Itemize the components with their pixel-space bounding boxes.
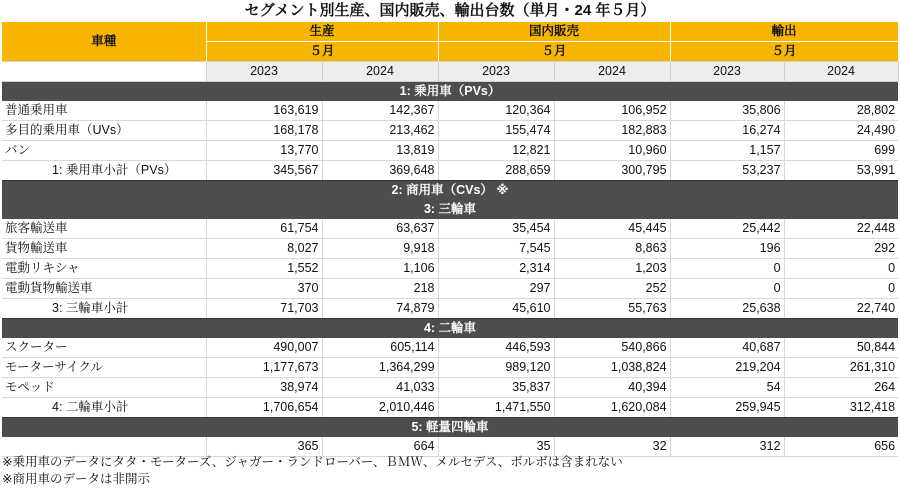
value-cell: 1,038,824 xyxy=(554,358,670,378)
value-cell: 297 xyxy=(438,279,554,299)
row-label: バン xyxy=(2,141,206,161)
row-label: 多目的乗用車（UVs） xyxy=(2,121,206,141)
value-cell: 196 xyxy=(670,239,784,259)
year-header: 2024 xyxy=(554,62,670,82)
value-cell: 1,203 xyxy=(554,259,670,279)
row-label: 電動リキシャ xyxy=(2,259,206,279)
subtotal-value: 288,659 xyxy=(438,161,554,181)
value-cell: 1,177,673 xyxy=(206,358,322,378)
section-header-row xyxy=(2,418,898,438)
value-cell: 1,157 xyxy=(670,141,784,161)
section-header-row xyxy=(2,181,898,201)
subtotal-row xyxy=(2,299,898,319)
value-cell: 45,445 xyxy=(554,219,670,239)
subtotal-value: 1,471,550 xyxy=(438,398,554,418)
value-cell: 1,364,299 xyxy=(322,358,438,378)
value-cell: 54 xyxy=(670,378,784,398)
row-label: 貨物輸送車 xyxy=(2,239,206,259)
subtotal-value: 369,648 xyxy=(322,161,438,181)
value-cell: 490,007 xyxy=(206,338,322,358)
value-cell: 35,806 xyxy=(670,101,784,121)
table-row xyxy=(2,219,898,239)
row-label: 普通乗用車 xyxy=(2,101,206,121)
value-cell: 155,474 xyxy=(438,121,554,141)
year-header: 2023 xyxy=(206,62,322,82)
blank-header-cell xyxy=(2,62,206,82)
table-row xyxy=(2,378,898,398)
value-cell: 219,204 xyxy=(670,358,784,378)
value-cell: 213,462 xyxy=(322,121,438,141)
value-cell: 7,545 xyxy=(438,239,554,259)
value-cell: 312 xyxy=(670,437,784,457)
value-cell: 168,178 xyxy=(206,121,322,141)
subtotal-value: 312,418 xyxy=(784,398,898,418)
subtotal-label: 3: 三輪車小計 xyxy=(2,299,206,319)
value-cell: 12,821 xyxy=(438,141,554,161)
month-header: ５月 xyxy=(206,42,438,62)
subtotal-value: 345,567 xyxy=(206,161,322,181)
table-row xyxy=(2,259,898,279)
subtotal-value: 25,638 xyxy=(670,299,784,319)
value-cell: 40,687 xyxy=(670,338,784,358)
subtotal-value: 45,610 xyxy=(438,299,554,319)
value-cell: 28,802 xyxy=(784,101,898,121)
subtotal-label: 1: 乗用車小計（PVs） xyxy=(2,161,206,181)
value-cell: 182,883 xyxy=(554,121,670,141)
subtotal-value: 71,703 xyxy=(206,299,322,319)
year-header: 2024 xyxy=(322,62,438,82)
value-cell: 35 xyxy=(438,437,554,457)
section-header-row xyxy=(2,200,898,219)
subtotal-value: 53,237 xyxy=(670,161,784,181)
value-cell: 13,819 xyxy=(322,141,438,161)
value-cell: 664 xyxy=(322,437,438,457)
subtotal-value: 1,706,654 xyxy=(206,398,322,418)
subtotal-value: 74,879 xyxy=(322,299,438,319)
value-cell: 218 xyxy=(322,279,438,299)
value-cell: 605,114 xyxy=(322,338,438,358)
value-cell: 264 xyxy=(784,378,898,398)
subtotal-value: 300,795 xyxy=(554,161,670,181)
section-title: 5: 軽量四輪車 xyxy=(2,418,898,438)
value-cell: 8,863 xyxy=(554,239,670,259)
value-cell: 50,844 xyxy=(784,338,898,358)
value-cell: 106,952 xyxy=(554,101,670,121)
value-cell: 0 xyxy=(784,279,898,299)
footnote: ※商用車のデータは非開示 xyxy=(2,472,150,486)
value-cell: 35,454 xyxy=(438,219,554,239)
month-header: ５月 xyxy=(670,42,898,62)
subtotal-value: 1,620,084 xyxy=(554,398,670,418)
value-cell: 22,448 xyxy=(784,219,898,239)
value-cell: 8,027 xyxy=(206,239,322,259)
year-header: 2023 xyxy=(670,62,784,82)
subtotal-value: 55,763 xyxy=(554,299,670,319)
value-cell: 292 xyxy=(784,239,898,259)
value-cell: 10,960 xyxy=(554,141,670,161)
footnote: ※乗用車のデータにタタ・モーターズ、ジャガー・ランドローバー、ＢＭＷ、メルセデス、ボルボは含まれない xyxy=(2,455,623,469)
value-cell: 252 xyxy=(554,279,670,299)
section-title: 1: 乗用車（PVs） xyxy=(2,82,898,102)
subtotal-value: 2,010,446 xyxy=(322,398,438,418)
value-cell: 38,974 xyxy=(206,378,322,398)
section-header-row xyxy=(2,82,898,102)
subtotal-value: 22,740 xyxy=(784,299,898,319)
year-header: 2024 xyxy=(784,62,898,82)
value-cell: 9,918 xyxy=(322,239,438,259)
year-header: 2023 xyxy=(438,62,554,82)
subtotal-label: 4: 二輪車小計 xyxy=(2,398,206,418)
footnotes xyxy=(2,454,898,488)
table-body xyxy=(2,82,898,457)
month-header: ５月 xyxy=(438,42,670,62)
segment-stats-table xyxy=(2,22,899,457)
value-cell: 540,866 xyxy=(554,338,670,358)
value-cell: 163,619 xyxy=(206,101,322,121)
table-row xyxy=(2,338,898,358)
group-header-production: 生産 xyxy=(206,22,438,42)
value-cell: 40,394 xyxy=(554,378,670,398)
group-header-domestic-sales: 国内販売 xyxy=(438,22,670,42)
value-cell: 16,274 xyxy=(670,121,784,141)
value-cell: 0 xyxy=(670,259,784,279)
value-cell: 61,754 xyxy=(206,219,322,239)
value-cell: 0 xyxy=(670,279,784,299)
row-label: モペッド xyxy=(2,378,206,398)
subtotal-row xyxy=(2,398,898,418)
value-cell: 370 xyxy=(206,279,322,299)
vehicle-type-header: 車種 xyxy=(2,22,206,62)
value-cell: 120,364 xyxy=(438,101,554,121)
value-cell: 446,593 xyxy=(438,338,554,358)
value-cell: 24,490 xyxy=(784,121,898,141)
value-cell: 41,033 xyxy=(322,378,438,398)
table-row xyxy=(2,279,898,299)
table-row xyxy=(2,239,898,259)
row-label: モーターサイクル xyxy=(2,358,206,378)
subtotal-value: 259,945 xyxy=(670,398,784,418)
value-cell: 25,442 xyxy=(670,219,784,239)
value-cell: 365 xyxy=(206,437,322,457)
value-cell: 142,367 xyxy=(322,101,438,121)
value-cell: 656 xyxy=(784,437,898,457)
table-header xyxy=(2,22,898,82)
row-label: 旅客輸送車 xyxy=(2,219,206,239)
subtotal-row xyxy=(2,161,898,181)
table-row xyxy=(2,121,898,141)
page-title: セグメント別生産、国内販売、輸出台数（単月・24 年５月） xyxy=(244,2,656,19)
subtotal-value: 53,991 xyxy=(784,161,898,181)
value-cell: 32 xyxy=(554,437,670,457)
value-cell: 0 xyxy=(784,259,898,279)
table-row xyxy=(2,101,898,121)
section-title: 2: 商用車（CVs） ※ xyxy=(2,181,898,201)
section-title: 4: 二輪車 xyxy=(2,319,898,339)
section-header-row xyxy=(2,319,898,339)
group-header-export: 輸出 xyxy=(670,22,898,42)
value-cell: 261,310 xyxy=(784,358,898,378)
table-row xyxy=(2,358,898,378)
value-cell: 699 xyxy=(784,141,898,161)
value-cell: 1,552 xyxy=(206,259,322,279)
row-label: スクーター xyxy=(2,338,206,358)
section-title: 3: 三輪車 xyxy=(2,200,898,219)
value-cell: 2,314 xyxy=(438,259,554,279)
value-cell: 35,837 xyxy=(438,378,554,398)
table-row xyxy=(2,141,898,161)
value-cell: 989,120 xyxy=(438,358,554,378)
value-cell: 13,770 xyxy=(206,141,322,161)
value-cell: 63,637 xyxy=(322,219,438,239)
row-label: 電動貨物輸送車 xyxy=(2,279,206,299)
value-cell: 1,106 xyxy=(322,259,438,279)
